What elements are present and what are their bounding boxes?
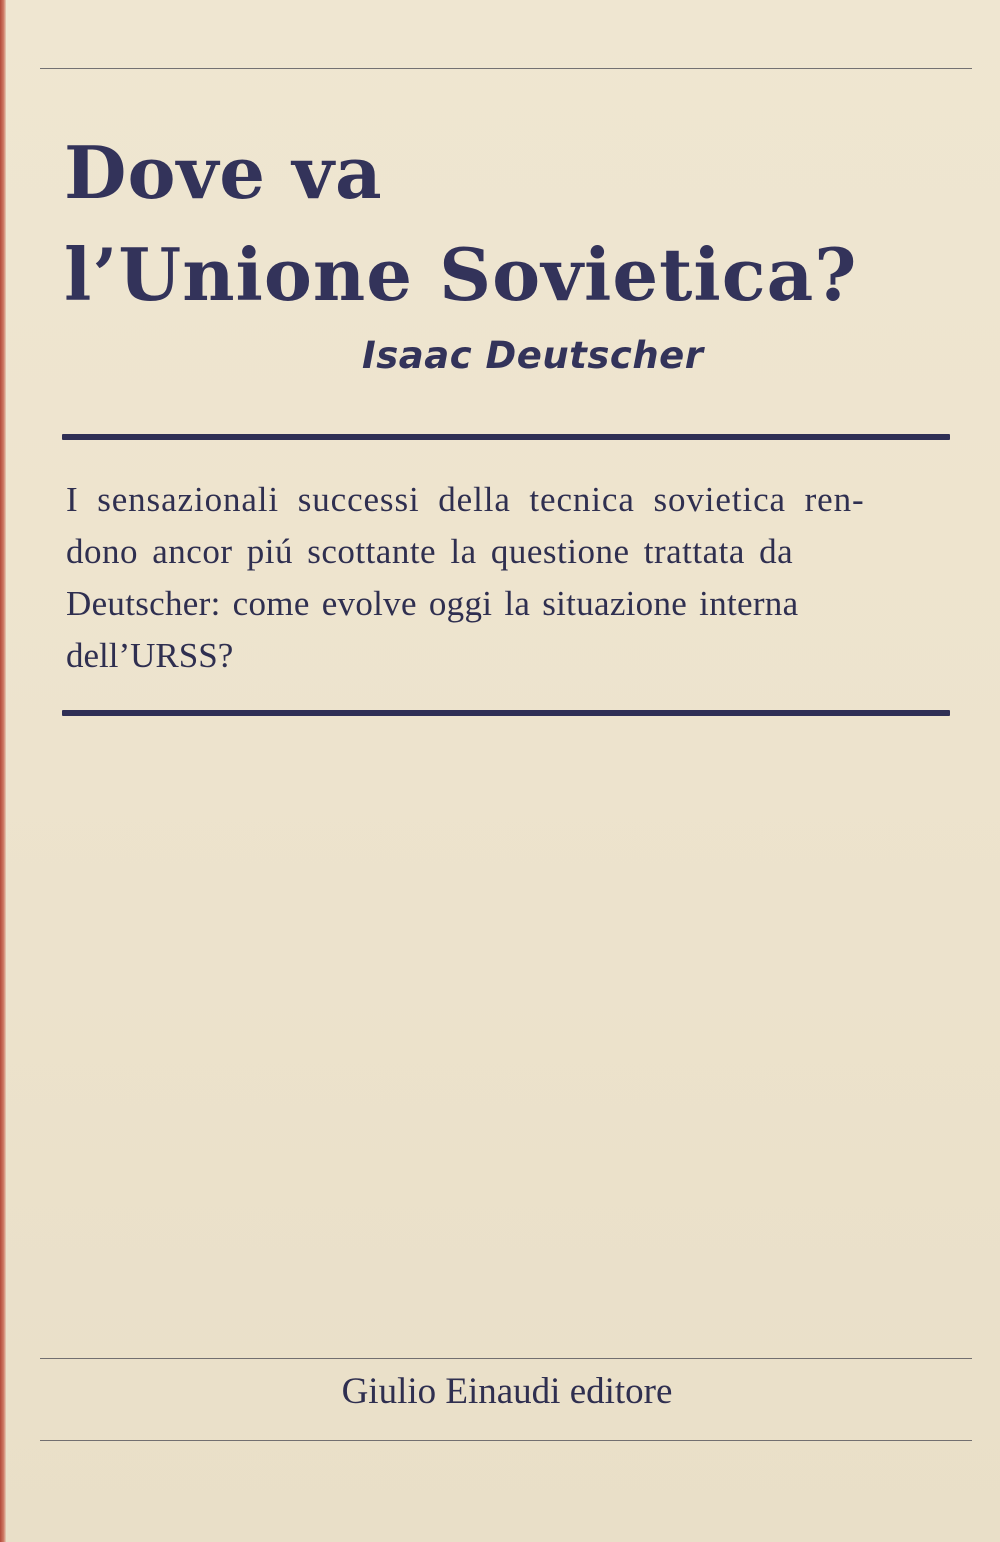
- top-thin-rule: [40, 68, 972, 69]
- publisher-name: Giulio Einaudi editore: [341, 1371, 673, 1412]
- upper-thick-rule: [62, 434, 950, 440]
- cover-blurb: [66, 474, 944, 682]
- author-name: Isaac Deutscher: [362, 334, 704, 377]
- blurb-line-2: dono ancor piú scottante la questione trattata da: [66, 532, 794, 571]
- publisher-top-rule: [40, 1358, 972, 1359]
- publisher-bottom-rule: [40, 1440, 972, 1441]
- blurb-line-1: I sensazionali successi della tecnica sovietica ren-: [66, 480, 865, 519]
- spine-edge: [0, 0, 6, 1542]
- title-line-2: l’Unione Sovietica?: [64, 232, 858, 317]
- book-title: [64, 122, 857, 326]
- lower-thick-rule: [62, 710, 950, 716]
- title-line-1: Dove va: [64, 130, 383, 215]
- blurb-line-3: Deutscher: come evolve oggi la situazione interna: [66, 584, 799, 623]
- blurb-line-4: dell’URSS?: [66, 636, 234, 675]
